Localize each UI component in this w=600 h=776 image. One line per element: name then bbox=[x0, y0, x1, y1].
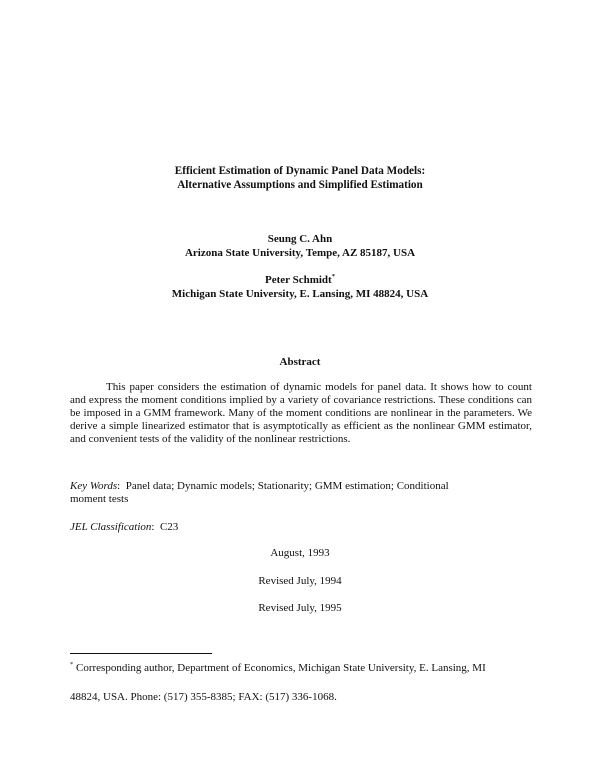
footnote-text-1: Corresponding author, Department of Economics, Michigan State University, E. Lansing, MI bbox=[76, 662, 486, 674]
date-revised-2: Revised July, 1995 bbox=[258, 602, 342, 614]
keywords-value-1: Panel data; Dynamic models; Stationarity; GMM estimation; Conditional bbox=[125, 480, 449, 492]
author-name-1: Seung C. Ahn bbox=[267, 233, 333, 245]
abstract-body: This paper considers the estimation of dynamic models for panel data. It shows how to count and express the moment conditions implied by a variety of covariance restrictions. These conditions can be imposed in a GMM framework. Many of the moment conditions are nonlinear in the parameters. We derive a simple linearized estimator that is asymptotically as efficient as the nonlinear GMM estimator, and convenient tests of the validity of the nonlinear restrictions. bbox=[70, 381, 532, 446]
paper-title-line-1: Efficient Estimation of Dynamic Panel Data Models: bbox=[174, 165, 426, 177]
keywords-label: Key Words bbox=[70, 480, 118, 492]
date-original: August, 1993 bbox=[270, 547, 330, 559]
abstract-heading: Abstract bbox=[279, 356, 321, 368]
keywords-line-1: Key Words: Panel data; Dynamic models; Stationarity; GMM estimation; Conditional bbox=[70, 480, 449, 492]
author-affiliation-1: Arizona State University, Tempe, AZ 85187, USA bbox=[184, 247, 416, 259]
jel-classification: JEL Classification: C23 bbox=[70, 521, 179, 533]
author-name-2-text: Peter Schmidt bbox=[265, 274, 332, 286]
abstract-text bbox=[70, 381, 532, 446]
author-name-2 bbox=[0, 274, 600, 287]
keywords-line-2: moment tests bbox=[70, 493, 129, 505]
date-revised-1: Revised July, 1994 bbox=[258, 575, 342, 587]
footnote-rule bbox=[70, 653, 212, 654]
paper-title-line-2: Alternative Assumptions and Simplified Estimation bbox=[177, 179, 423, 191]
jel-value: C23 bbox=[159, 521, 179, 533]
jel-label: JEL Classification bbox=[70, 521, 152, 533]
author-footnote-marker: * bbox=[331, 273, 335, 280]
footnote-line-2: 48824, USA. Phone: (517) 355-8385; FAX: (517) 336-1068. bbox=[70, 691, 337, 703]
author-affiliation-2: Michigan State University, E. Lansing, MI 48824, USA bbox=[171, 288, 429, 300]
footnote-line-1 bbox=[70, 662, 486, 675]
footnote-marker: * bbox=[70, 661, 74, 668]
